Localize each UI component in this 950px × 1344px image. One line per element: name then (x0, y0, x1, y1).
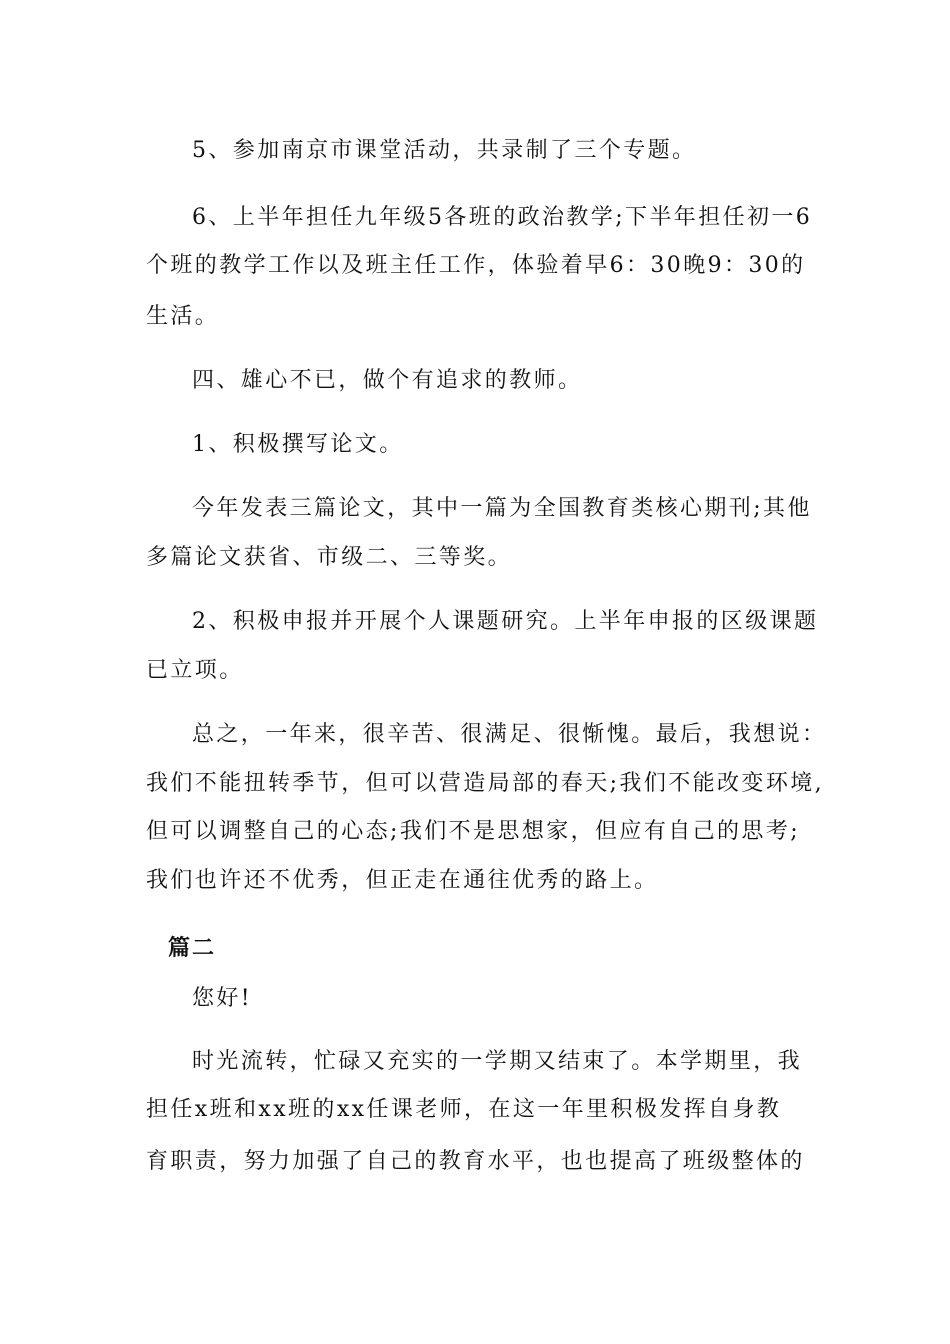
greeting-line: 您好! (192, 986, 253, 1011)
paragraph-line: 我们不能扭转季节，但可以营造局部的春天;我们不能改变环境, (146, 771, 825, 796)
paragraph-line: 2、积极申报并开展个人课题研究。上半年申报的区级课题 (192, 609, 819, 634)
paragraph-line: 时光流转，忙碌又充实的一学期又结束了。本学期里，我 (192, 1049, 803, 1074)
paragraph-line: 总之，一年来，很辛苦、很满足、很惭愧。最后，我想说： (192, 722, 827, 747)
section-title-line: 四、雄心不已，做个有追求的教师。 (192, 368, 583, 393)
paragraph-line: 个班的教学工作以及班主任工作，体验着早6：30晚9：30的 (146, 253, 806, 278)
section-heading: 篇二 (168, 936, 217, 961)
paragraph-line: 多篇论文获省、市级二、三等奖。 (146, 545, 513, 570)
paragraph-line: 我们也许还不优秀，但正走在通往优秀的路上。 (146, 868, 659, 893)
subsection-title-line: 1、积极撰写论文。 (192, 432, 404, 457)
paragraph-line: 6、上半年担任九年级5各班的政治教学;下半年担任初一6 (192, 205, 813, 230)
paragraph-line: 育职责，努力加强了自己的教育水平，也也提高了班级整体的 (146, 1149, 805, 1174)
paragraph-line: 生活。 (146, 304, 220, 329)
paragraph-line: 5、参加南京市课堂活动，共录制了三个专题。 (192, 138, 697, 163)
paragraph-line: 今年发表三篇论文，其中一篇为全国教育类核心期刊;其他 (192, 496, 812, 521)
paragraph-line: 担任x班和xx班的xx任课老师，在这一年里积极发挥自身教 (146, 1097, 782, 1122)
paragraph-line: 但可以调整自己的心态;我们不是思想家，但应有自己的思考; (146, 819, 801, 844)
paragraph-line: 已立项。 (146, 658, 244, 683)
